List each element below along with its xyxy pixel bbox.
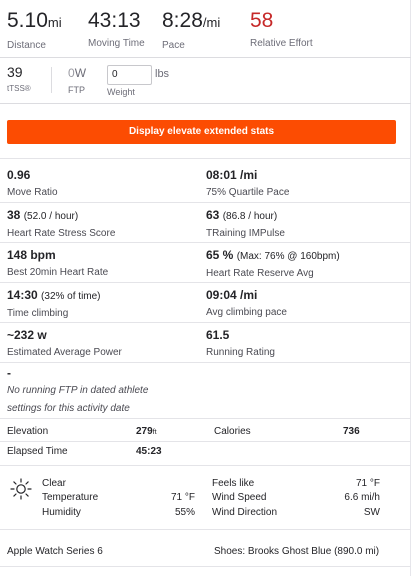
humidity-label: Humidity: [42, 507, 81, 518]
distance-unit: mi: [47, 15, 62, 30]
trimp-value: 63: [206, 208, 220, 222]
running-ftp-note-line1: No running FTP in dated athlete: [7, 385, 149, 396]
tss-value: 39: [7, 64, 23, 80]
divider: [0, 202, 411, 203]
trimp-stat: [206, 208, 396, 239]
quartile-pace-label: 75% Quartile Pace: [206, 187, 290, 198]
summary-stats: [7, 8, 407, 54]
divider: [0, 465, 411, 466]
power-value: ~232 w: [7, 328, 47, 342]
move-ratio-stat: [7, 168, 197, 198]
pace-stat: [162, 8, 220, 51]
quartile-pace-stat: [206, 168, 396, 198]
running-ftp-value: -: [7, 366, 11, 380]
temperature-value: 71 °F: [170, 492, 195, 503]
pace-value: 8:28: [162, 9, 203, 32]
relative-effort-stat[interactable]: [250, 8, 313, 49]
wind-direction-value: SW: [363, 507, 380, 518]
hrss-per-hour: (52.0 / hour): [23, 211, 79, 222]
wind-speed-label: Wind Speed: [212, 492, 267, 503]
pace-unit: /mi: [202, 15, 221, 30]
weather-condition: Clear: [42, 478, 66, 489]
power-stat: [7, 328, 197, 358]
distance-stat: [7, 8, 62, 51]
hrr-value: 65 %: [206, 248, 234, 262]
elapsed-time-label: Elapsed Time: [7, 446, 68, 457]
running-ftp-stat: [7, 366, 207, 418]
divider: [0, 242, 411, 243]
best-hr-value: 148 bpm: [7, 248, 56, 262]
distance-value: 5.10: [7, 9, 48, 32]
running-rating-value: 61.5: [206, 328, 230, 342]
pace-label: Pace: [162, 40, 185, 51]
running-rating-label: Running Rating: [206, 347, 275, 358]
hrr-max: (Max: 76% @ 160bpm): [236, 251, 340, 262]
moving-time-stat: [88, 8, 145, 49]
vertical-divider: [51, 67, 52, 93]
tss-label: tTSS®: [7, 84, 31, 93]
best-hr-stat: [7, 248, 197, 278]
divider: [0, 566, 411, 567]
hrss-stat: [7, 208, 197, 239]
climb-pace-label: Avg climbing pace: [206, 307, 287, 318]
feels-like-value: 71 °F: [355, 478, 380, 489]
move-ratio-label: Move Ratio: [7, 187, 58, 198]
calories-label: Calories: [214, 426, 251, 437]
divider: [0, 529, 411, 530]
weight-unit: lbs: [155, 68, 170, 80]
climb-pace-value: 09:04 /mi: [206, 288, 258, 302]
power-label: Estimated Average Power: [7, 347, 122, 358]
divider: [0, 418, 411, 419]
time-climbing-percent: (32% of time): [41, 291, 101, 302]
hrr-label: Heart Rate Reserve Avg: [206, 268, 314, 279]
relative-effort-label: Relative Effort: [250, 38, 313, 49]
ftp-value: 0: [68, 66, 75, 80]
divider: [0, 158, 411, 159]
moving-time-label: Moving Time: [88, 38, 145, 49]
wind-direction-label: Wind Direction: [212, 507, 278, 518]
secondary-stats: [0, 64, 411, 100]
display-extended-stats-button[interactable]: Display elevate extended stats: [7, 120, 396, 144]
hrr-stat: [206, 248, 396, 279]
divider: [0, 103, 411, 104]
elapsed-time-value: 45:23: [136, 446, 162, 457]
time-climbing-label: Time climbing: [7, 308, 69, 319]
temperature-label: Temperature: [42, 492, 99, 503]
tss-stat: [7, 64, 31, 93]
elevation-label: Elevation: [7, 426, 49, 437]
divider: [0, 362, 411, 363]
weight-input[interactable]: [107, 65, 152, 85]
elevation-value: 279: [136, 426, 153, 437]
weight-label: Weight: [107, 86, 135, 97]
trimp-label: TRaining IMPulse: [206, 228, 285, 239]
ftp-unit: W: [74, 66, 87, 80]
relative-effort-value: 58: [250, 9, 274, 32]
climb-pace-stat: [206, 288, 396, 318]
hrss-label: Heart Rate Stress Score: [7, 228, 116, 239]
calories-value: 736: [343, 426, 360, 437]
ftp-label: FTP: [68, 85, 85, 95]
move-ratio-value: 0.96: [7, 168, 31, 182]
divider: [0, 57, 411, 58]
time-climbing-value: 14:30: [7, 288, 38, 302]
divider: [0, 441, 411, 442]
moving-time-value: 43:13: [88, 9, 141, 32]
elevation-unit: ft: [152, 429, 157, 436]
trimp-per-hour: (86.8 / hour): [222, 211, 278, 222]
sun-icon: [10, 478, 32, 500]
feels-like-label: Feels like: [212, 478, 255, 489]
running-rating-stat: [206, 328, 396, 358]
running-ftp-note-line2: settings for this activity date: [7, 403, 130, 414]
weight-stat: [107, 64, 170, 97]
quartile-pace-value: 08:01 /mi: [206, 168, 258, 182]
divider: [0, 322, 411, 323]
ftp-stat: [68, 66, 86, 95]
time-climbing-stat: [7, 288, 197, 319]
divider: [0, 282, 411, 283]
humidity-value: 55%: [174, 507, 195, 518]
distance-label: Distance: [7, 40, 46, 51]
device-name: Apple Watch Series 6: [7, 546, 103, 557]
hrss-value: 38: [7, 208, 21, 222]
best-hr-label: Best 20min Heart Rate: [7, 267, 109, 278]
wind-speed-value: 6.6 mi/h: [344, 492, 380, 503]
shoes-info[interactable]: Shoes: Brooks Ghost Blue (890.0 mi): [214, 546, 380, 557]
